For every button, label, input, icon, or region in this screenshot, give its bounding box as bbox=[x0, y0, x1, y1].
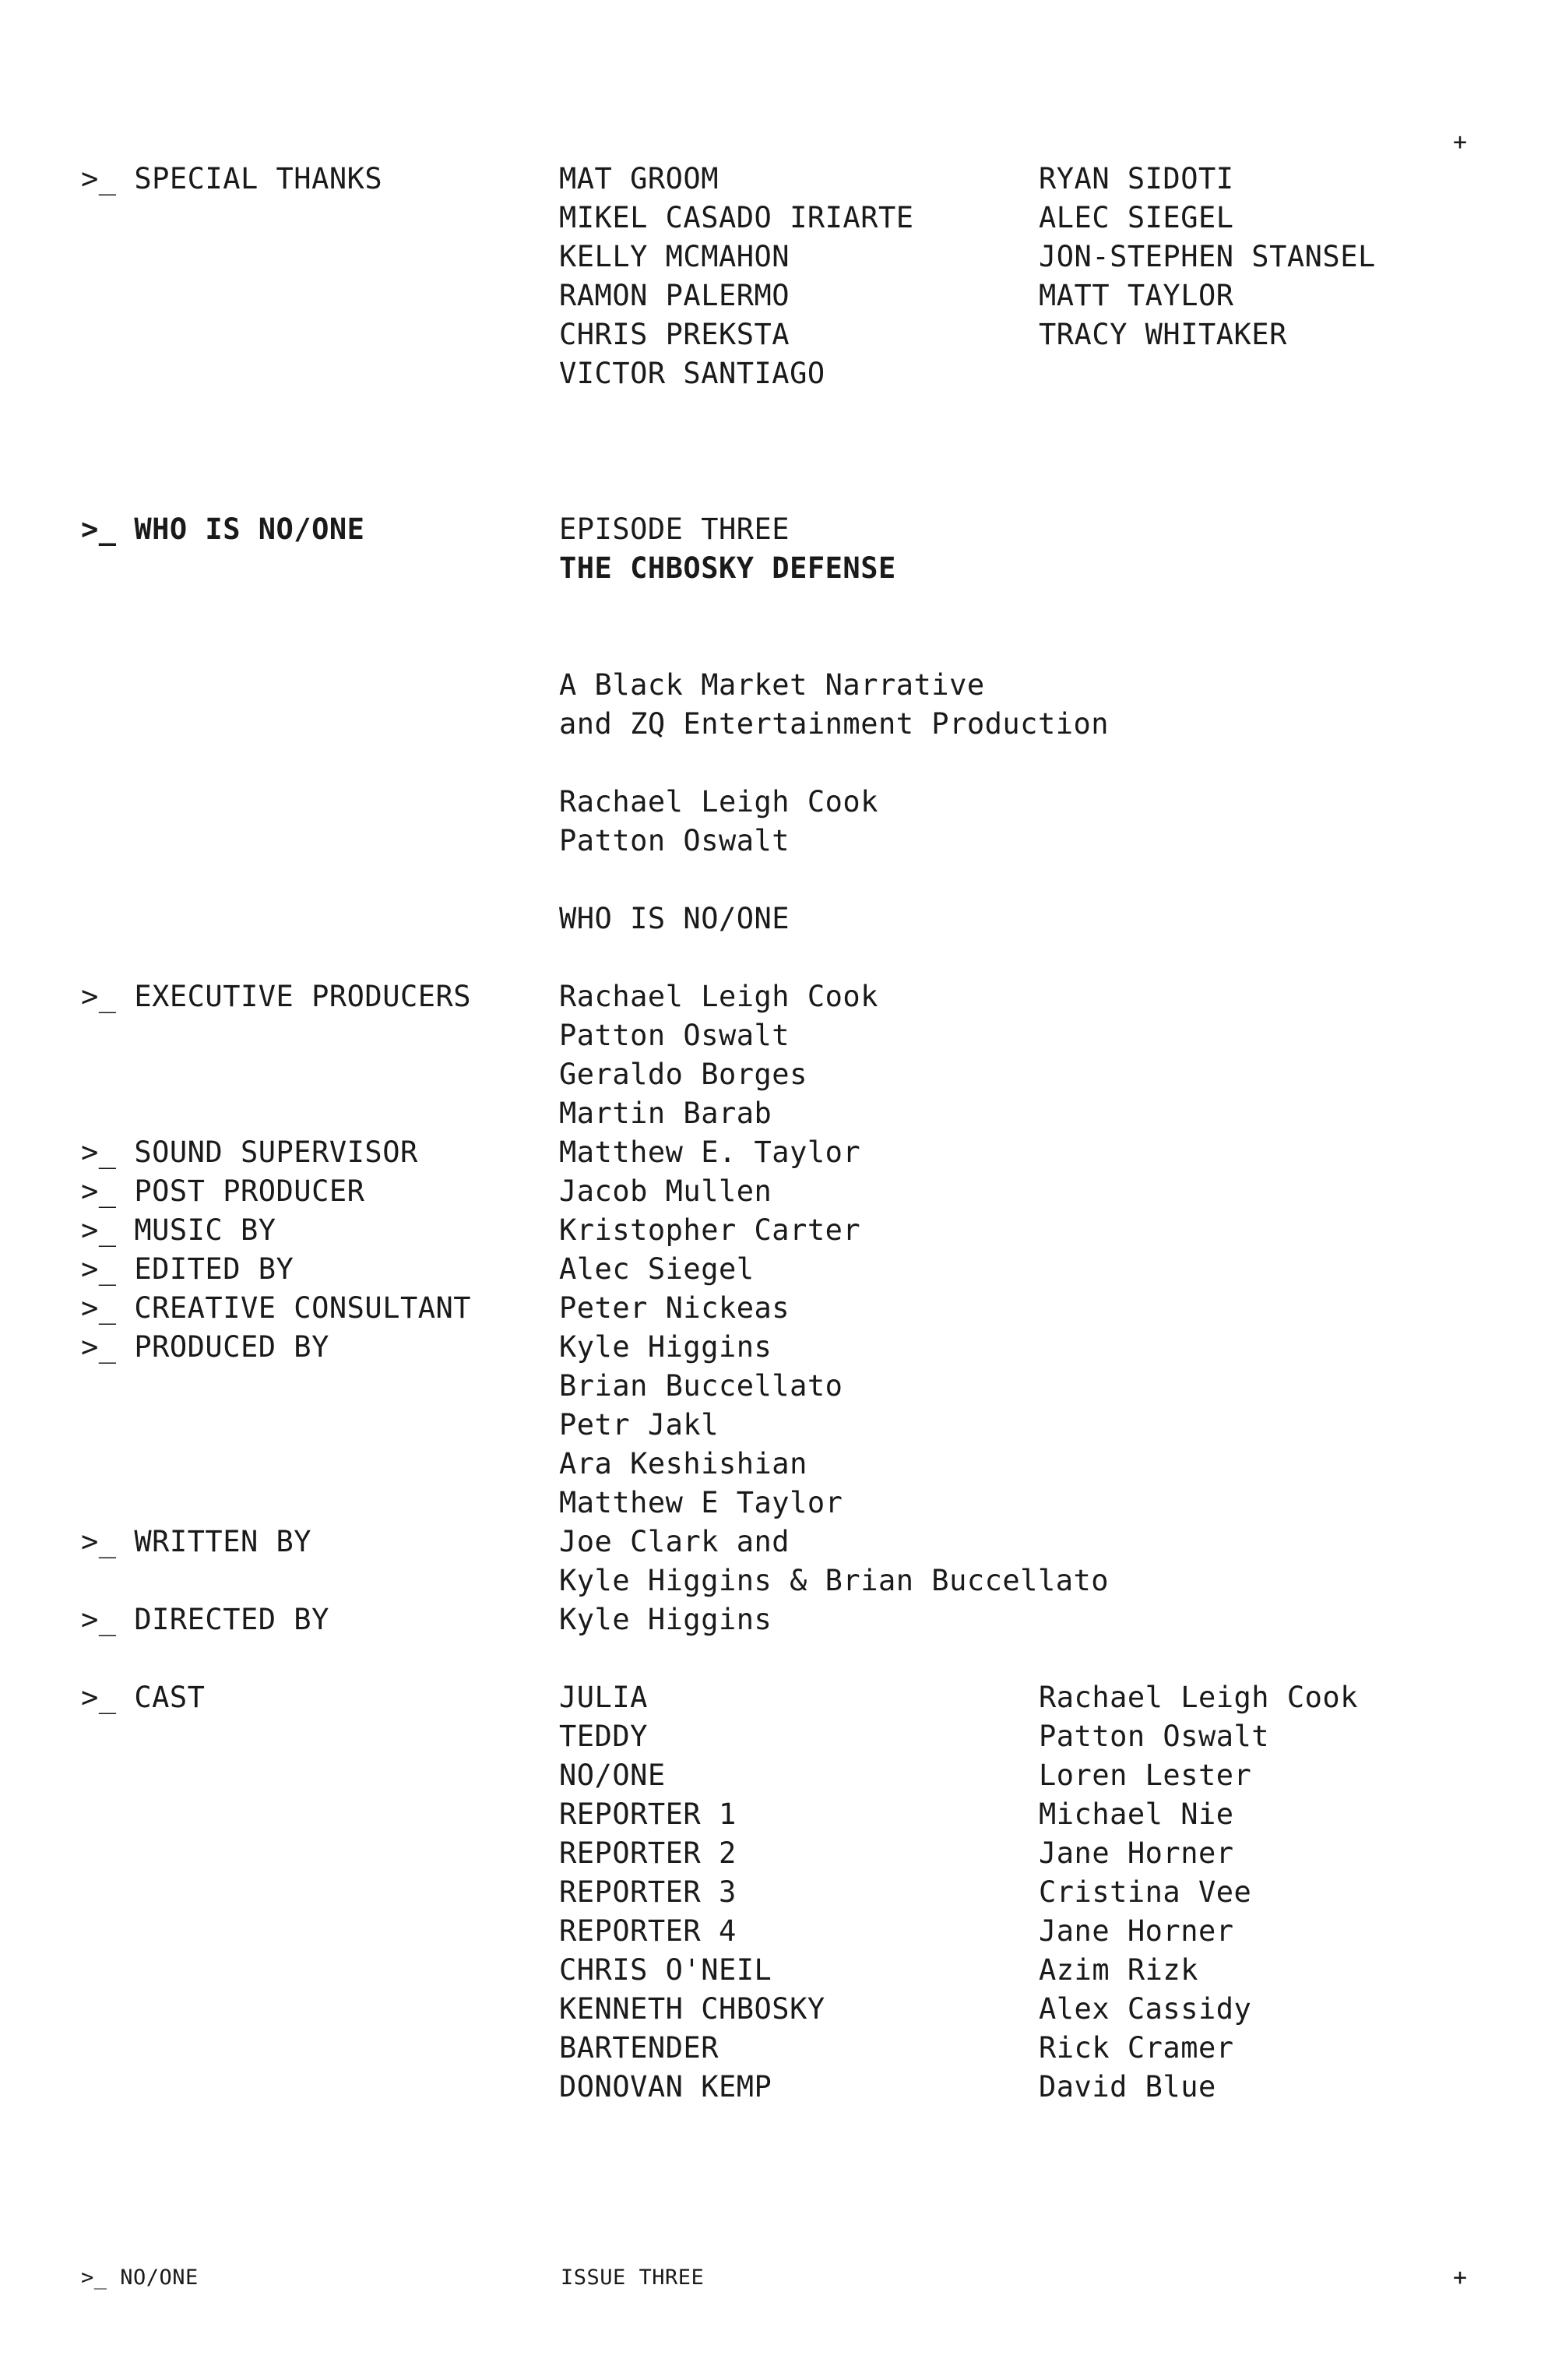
credit-label: >_ WRITTEN BY bbox=[81, 1525, 312, 1558]
cast-role: BARTENDER bbox=[559, 2031, 719, 2065]
production-line-2: and ZQ Entertainment Production bbox=[559, 707, 1110, 741]
credit-name: Matthew E Taylor bbox=[559, 1486, 843, 1519]
episode-number: EPISODE THREE bbox=[559, 512, 790, 546]
credit-label: >_ CREATIVE CONSULTANT bbox=[81, 1291, 472, 1325]
credit-label: >_ SOUND SUPERVISOR bbox=[81, 1135, 418, 1169]
credit-name: Rachael Leigh Cook bbox=[559, 980, 878, 1013]
special-thanks-name: TRACY WHITAKER bbox=[1039, 318, 1287, 351]
cast-actor: Azim Rizk bbox=[1039, 1953, 1198, 1987]
special-thanks-name: MATT TAYLOR bbox=[1039, 279, 1234, 312]
credit-name: Ara Keshishian bbox=[559, 1447, 807, 1480]
cast-actor: Michael Nie bbox=[1039, 1797, 1234, 1831]
corner-plus-top: + bbox=[1453, 129, 1468, 156]
credit-label: >_ EXECUTIVE PRODUCERS bbox=[81, 980, 472, 1013]
cast-role: JULIA bbox=[559, 1681, 648, 1714]
credit-name: Brian Buccellato bbox=[559, 1369, 843, 1403]
credit-label: >_ DIRECTED BY bbox=[81, 1603, 329, 1636]
cast-role: REPORTER 4 bbox=[559, 1914, 737, 1948]
credit-label: >_ EDITED BY bbox=[81, 1252, 294, 1286]
credit-label: >_ POST PRODUCER bbox=[81, 1174, 365, 1208]
special-thanks-name: JON-STEPHEN STANSEL bbox=[1039, 240, 1376, 273]
cast-label: >_ CAST bbox=[81, 1681, 206, 1714]
credit-name: Kyle Higgins bbox=[559, 1603, 772, 1636]
special-thanks-name: VICTOR SANTIAGO bbox=[559, 357, 825, 390]
cast-actor: Cristina Vee bbox=[1039, 1875, 1252, 1909]
special-thanks-name: MIKEL CASADO IRIARTE bbox=[559, 201, 914, 234]
cast-actor: Rachael Leigh Cook bbox=[1039, 1681, 1358, 1714]
corner-plus-bottom: + bbox=[1453, 2264, 1468, 2291]
credit-name: Petr Jakl bbox=[559, 1408, 719, 1442]
cast-actor: Jane Horner bbox=[1039, 1914, 1234, 1948]
cast-actor: Jane Horner bbox=[1039, 1836, 1234, 1870]
production-line-1: A Black Market Narrative bbox=[559, 668, 985, 702]
credit-name: Jacob Mullen bbox=[559, 1174, 772, 1208]
credit-name: Alec Siegel bbox=[559, 1252, 755, 1286]
cast-actor: David Blue bbox=[1039, 2070, 1216, 2104]
cast-role: TEDDY bbox=[559, 1720, 648, 1753]
credit-name: Kyle Higgins bbox=[559, 1330, 772, 1364]
credit-name: Joe Clark and bbox=[559, 1525, 790, 1558]
special-thanks-name: CHRIS PREKSTA bbox=[559, 318, 790, 351]
cast-role: NO/ONE bbox=[559, 1759, 666, 1792]
cast-role: DONOVAN KEMP bbox=[559, 2070, 772, 2104]
cast-role: CHRIS O'NEIL bbox=[559, 1953, 772, 1987]
episode-title: THE CHBOSKY DEFENSE bbox=[559, 551, 896, 585]
credit-name: Kristopher Carter bbox=[559, 1213, 861, 1247]
special-thanks-name: MAT GROOM bbox=[559, 162, 719, 195]
special-thanks-name: RAMON PALERMO bbox=[559, 279, 790, 312]
cast-actor: Rick Cramer bbox=[1039, 2031, 1234, 2065]
credit-label: >_ MUSIC BY bbox=[81, 1213, 276, 1247]
credit-label: >_ PRODUCED BY bbox=[81, 1330, 329, 1364]
credit-name: Kyle Higgins & Brian Buccellato bbox=[559, 1564, 1110, 1597]
star-name: Patton Oswalt bbox=[559, 824, 790, 857]
cast-role: REPORTER 2 bbox=[559, 1836, 737, 1870]
special-thanks-label: >_ SPECIAL THANKS bbox=[81, 162, 383, 195]
credit-name: Matthew E. Taylor bbox=[559, 1135, 861, 1169]
cast-actor: Loren Lester bbox=[1039, 1759, 1252, 1792]
footer-issue-number: ISSUE THREE bbox=[561, 2266, 705, 2290]
cast-actor: Alex Cassidy bbox=[1039, 1992, 1252, 2026]
cast-role: KENNETH CHBOSKY bbox=[559, 1992, 825, 2026]
footer-series-name: >_ NO/ONE bbox=[81, 2266, 199, 2290]
star-name: Rachael Leigh Cook bbox=[559, 785, 878, 819]
series-label: >_ WHO IS NO/ONE bbox=[81, 512, 365, 546]
series-title: WHO IS NO/ONE bbox=[559, 902, 790, 935]
special-thanks-name: KELLY MCMAHON bbox=[559, 240, 790, 273]
special-thanks-name: ALEC SIEGEL bbox=[1039, 201, 1234, 234]
cast-role: REPORTER 3 bbox=[559, 1875, 737, 1909]
cast-role: REPORTER 1 bbox=[559, 1797, 737, 1831]
special-thanks-name: RYAN SIDOTI bbox=[1039, 162, 1234, 195]
credit-name: Patton Oswalt bbox=[559, 1019, 790, 1052]
cast-actor: Patton Oswalt bbox=[1039, 1720, 1270, 1753]
credit-name: Geraldo Borges bbox=[559, 1058, 807, 1091]
credit-name: Peter Nickeas bbox=[559, 1291, 790, 1325]
credit-name: Martin Barab bbox=[559, 1097, 772, 1130]
